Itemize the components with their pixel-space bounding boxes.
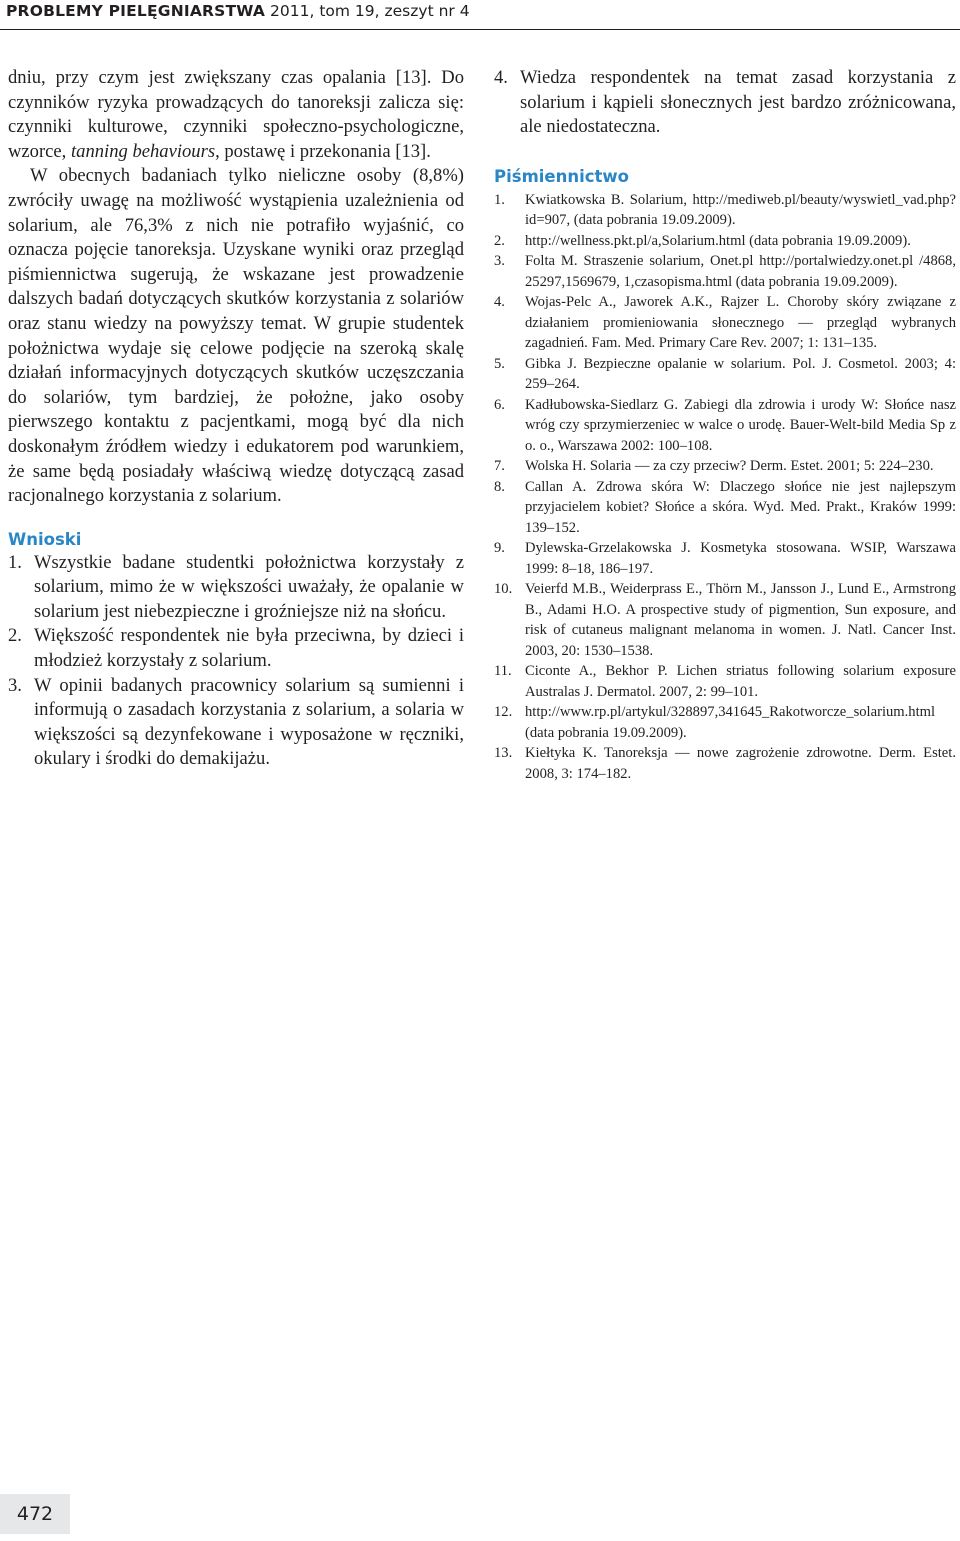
reference-number: 11. bbox=[494, 663, 512, 680]
conclusion-number: 4. bbox=[494, 67, 508, 88]
conclusion-text: Wszystkie badane studentki położnictwa korzystały z solarium, mimo że w większości uważały, że opalanie w solarium jest niebezpieczne i groźniejsze niż na słońcu. bbox=[34, 551, 464, 622]
reference-item bbox=[494, 702, 956, 743]
reference-text: Callan A. Zdrowa skóra W: Dlaczego słońce nie jest najlepszym przyjacielem kobiet? Słońce a skóra. Wyd. Med. Prakt., Kraków 1999: 139–152. bbox=[525, 478, 956, 536]
reference-item bbox=[494, 743, 956, 784]
running-header bbox=[0, 0, 960, 30]
reference-text: Veierfd M.B., Weiderprass E., Thörn M., Jansson J., Lund E., Armstrong B., Adami H.O. A prospective study of pigmention, Sun exposure, and risk of cutaneus malignant melanoma in women. J. Natl. Cancer Inst. 2003, 20: 1530–1538. bbox=[525, 581, 956, 659]
conclusion-number: 1. bbox=[8, 551, 22, 573]
conclusions-list bbox=[8, 551, 464, 772]
reference-number: 7. bbox=[494, 458, 505, 475]
conclusions-heading: Wnioski bbox=[8, 529, 82, 549]
reference-text: Wojas-Pelc A., Jaworek A.K., Rajzer L. Choroby skóry związane z działaniem promieniowania słonecznego — przegląd wybranych zagadnień. Fam. Med. Primary Care Rev. 2007; 1: 131–135. bbox=[525, 294, 956, 352]
journal-issue: 2011, tom 19, zeszyt nr 4 bbox=[270, 2, 470, 20]
reference-text: Gibka J. Bezpieczne opalanie w solarium. Pol. J. Cosmetol. 2003; 4: 259–264. bbox=[525, 355, 956, 393]
reference-text: Dylewska-Grzelakowska J. Kosmetyka stosowana. WSIP, Warszawa 1999: 8–18, 186–197. bbox=[525, 540, 956, 577]
references-list bbox=[494, 190, 956, 785]
references-heading: Piśmiennictwo bbox=[494, 166, 630, 186]
journal-title: PROBLEMY PIELĘGNIARSTWA bbox=[6, 2, 266, 20]
reference-item bbox=[494, 395, 956, 457]
conclusion-item bbox=[8, 624, 464, 673]
conclusion-number: 3. bbox=[8, 674, 22, 696]
reference-number: 8. bbox=[494, 478, 505, 495]
reference-text: Folta M. Straszenie solarium, Onet.pl http://portalwiedzy.onet.pl /4868, 25297,1569679, 1,czasopisma.html (data pobrania 19.09.2009). bbox=[525, 253, 956, 290]
reference-number: 3. bbox=[494, 253, 505, 270]
right-column bbox=[494, 66, 956, 784]
reference-item bbox=[494, 231, 956, 252]
reference-number: 5. bbox=[494, 355, 505, 372]
conclusion-text: W opinii badanych pracownicy solarium są sumienni i informują o zasadach korzystania z solarium, a solaria w większości są dezynfekowane i wyposażone w ręczniki, okulary i środki do demakijażu. bbox=[34, 674, 464, 770]
conclusion-item bbox=[8, 674, 464, 772]
reference-item bbox=[494, 251, 956, 292]
conclusion-item bbox=[8, 551, 464, 625]
reference-number: 2. bbox=[494, 232, 505, 249]
paragraph-1-part-a: dniu, przy czym jest zwiększany czas opalania [13]. Do czynników ryzyka prowadzących do tanoreksji zalicza się: czynniki kulturowe, czynniki społeczno-psychologiczne, wzorce, bbox=[8, 67, 464, 162]
reference-text: Kwiatkowska B. Solarium, http://mediweb.pl/beauty/wyswietl_vad.php?id=907, (data pobrania 19.09.2009). bbox=[525, 191, 956, 229]
conclusion-number: 2. bbox=[8, 625, 22, 647]
reference-item bbox=[494, 292, 956, 354]
reference-text: Wolska H. Solaria — za czy przeciw? Derm. Estet. 2001; 5: 224–230. bbox=[525, 458, 934, 475]
conclusion-item bbox=[494, 66, 956, 140]
reference-number: 9. bbox=[494, 540, 505, 557]
reference-number: 10. bbox=[494, 581, 513, 598]
reference-number: 13. bbox=[494, 745, 513, 762]
conclusion-text: Większość respondentek nie była przeciwna, by dzieci i młodzież korzystały z solarium. bbox=[34, 625, 464, 672]
reference-item bbox=[494, 661, 956, 702]
reference-item bbox=[494, 354, 956, 395]
paragraph-1-part-b: , postawę i przekonania [13]. bbox=[215, 140, 431, 162]
left-column bbox=[8, 66, 464, 772]
paragraph-1-term: tanning behaviours bbox=[70, 140, 216, 162]
reference-text: Ciconte A., Bekhor P. Lichen striatus following solarium exposure Australas J. Dermatol. 2007, 2: 99–101. bbox=[525, 663, 956, 700]
reference-text: http://wellness.pkt.pl/a,Solarium.html (data pobrania 19.09.2009). bbox=[525, 232, 911, 249]
reference-number: 4. bbox=[494, 294, 505, 311]
paragraph-1 bbox=[8, 66, 464, 164]
reference-number: 1. bbox=[494, 191, 505, 208]
reference-text: Kadłubowska-Siedlarz G. Zabiegi dla zdrowia i urody W: Słońce nasz wróg czy sprzymierzeniec w walce o urodę. Bauer-Welt-bild Media Sp z o. o., Warszawa 2002: 100–108. bbox=[525, 396, 956, 454]
reference-number: 6. bbox=[494, 396, 505, 413]
paragraph-2: W obecnych badaniach tylko nieliczne osoby (8,8%) zwróciły uwagę na możliwość wystąpienia uzależnienia od solarium, ale 76,3% z nich nie potrafiło wyjaśnić, co oznacza pojęcie tanoreksja. Uzyskane wyniki oraz przegląd piśmiennictwa sugerują, że wskazane jest prowadzenie dalszych badań dotyczących skutków korzystania z solariów oraz stanu wiedzy na powyższy temat. W grupie studentek położnictwa wydaje się celowe podjęcie na szeroką skalę działań informacyjnych dotyczących skutków uczęszczania do solariów, tym bardziej, że położne, jako osoby pierwszego kontaktu z pacjentkami, mogą być dla nich doskonałym źródłem wiedzy i edukatorem pod warunkiem, że same będą posiadały właściwą wiedzę dotyczącą zasad racjonalnego korzystania z solarium. bbox=[8, 165, 464, 507]
reference-item bbox=[494, 190, 956, 231]
reference-item bbox=[494, 477, 956, 539]
reference-item bbox=[494, 579, 956, 661]
reference-number: 12. bbox=[494, 704, 513, 721]
reference-item bbox=[494, 456, 956, 477]
reference-text: Kiełtyka K. Tanoreksja — nowe zagrożenie zdrowotne. Derm. Estet. 2008, 3: 174–182. bbox=[525, 745, 956, 782]
page-number: 472 bbox=[0, 1494, 70, 1534]
reference-text: http://www.rp.pl/artykul/328897,341645_Rakotworcze_solarium.html (data pobrania 19.09.2009). bbox=[525, 704, 936, 741]
conclusion-text: Wiedza respondentek na temat zasad korzystania z solarium i kąpieli słonecznych jest bardzo zróżnicowana, ale niedostateczna. bbox=[520, 67, 956, 138]
reference-item bbox=[494, 538, 956, 579]
